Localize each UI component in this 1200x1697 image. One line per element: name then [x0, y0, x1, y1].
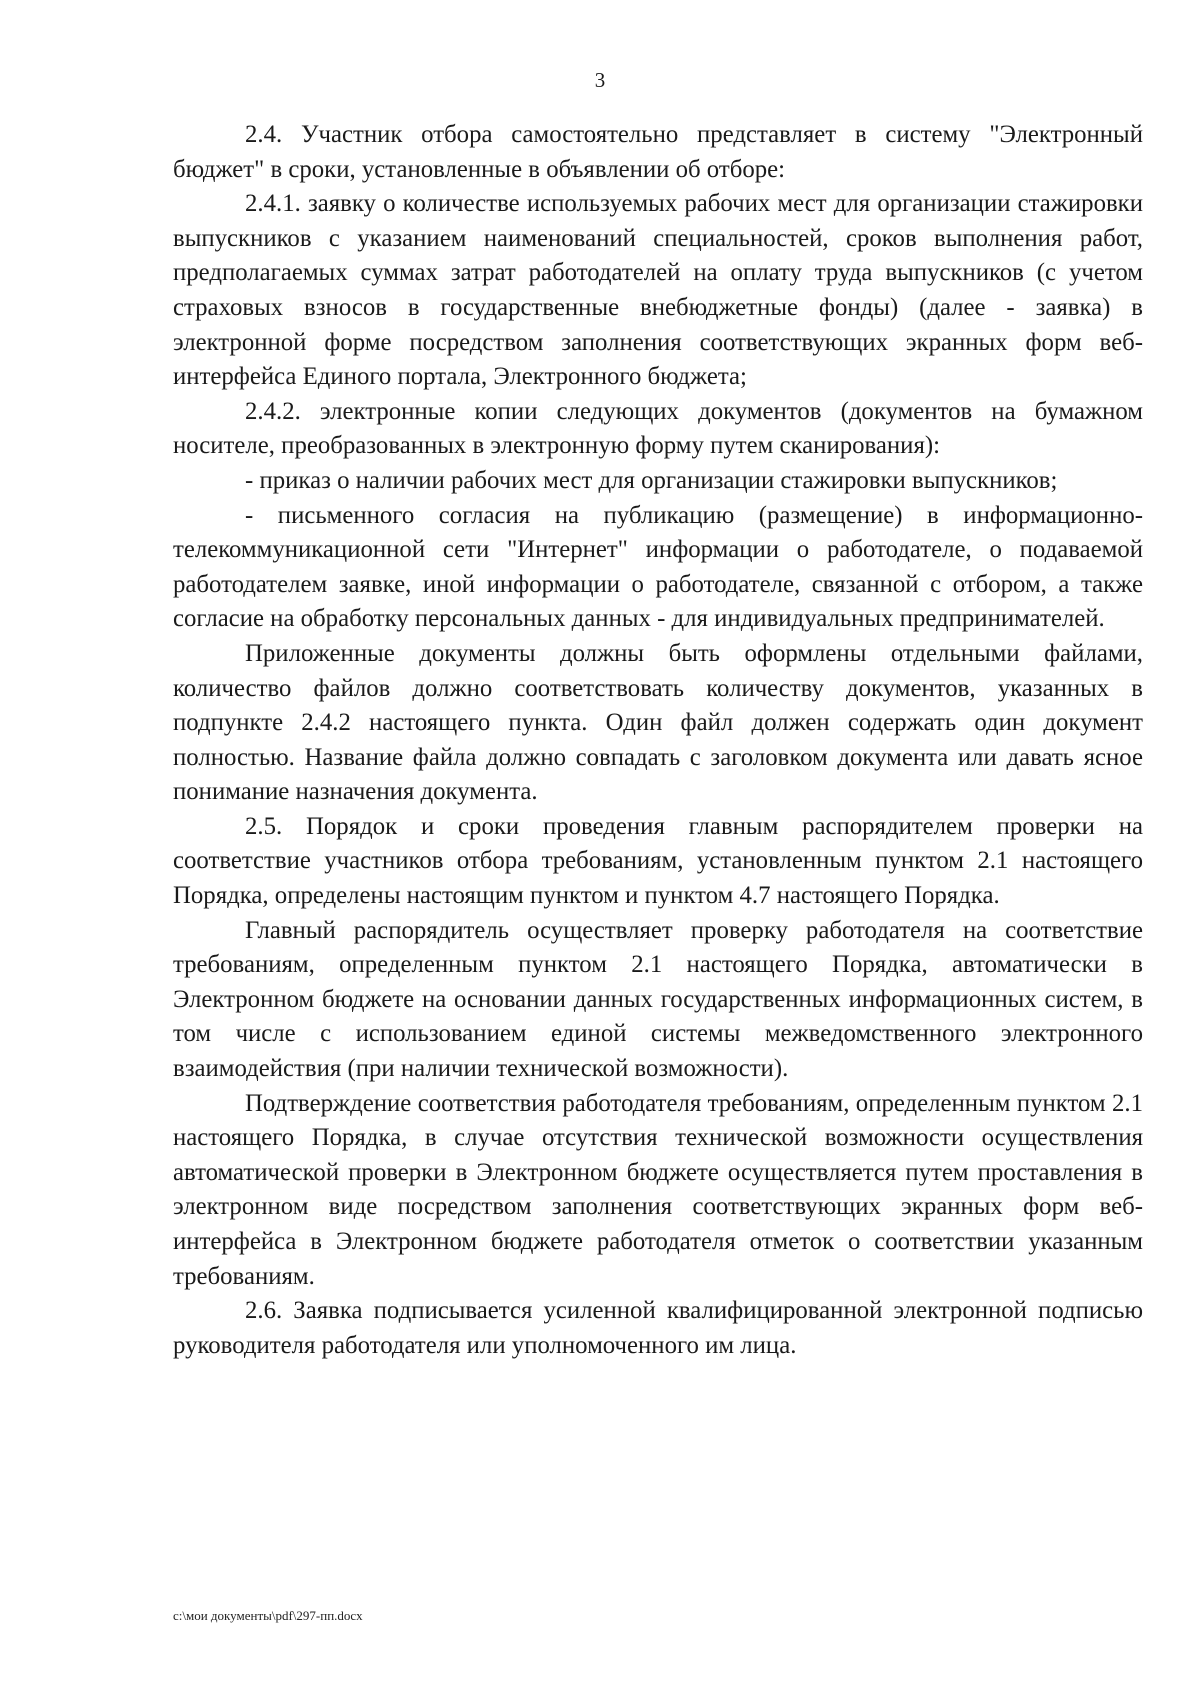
page-number: 3: [594, 68, 606, 92]
document-body: [173, 118, 1143, 1363]
footer-file-path: c:\мои документы\pdf\297-пп.docx: [173, 1608, 363, 1623]
paragraph-2-5: 2.5. Порядок и сроки проведения главным распорядителем проверки на соответствие участников отбора требованиям, установленным пунктом 2.1 настоящего Порядка, определены настоящим пунктом и пунктом 4.7 настоящего Порядка.: [173, 812, 1143, 910]
paragraph-2-4-1: 2.4.1. заявку о количестве используемых рабочих мест для организации стажировки выпускников с указанием наименований специальностей, сроков выполнения работ, предполагаемых суммах затрат работодателей на оплату труда выпускников (с учетом страховых взносов в государственные внебюджетные фонды) (далее - заявка) в электронной форме посредством заполнения соответствующих экранных форм веб-интерфейса Единого портала, Электронного бюджета;: [173, 190, 1143, 391]
list-item-consent: - письменного согласия на публикацию (размещение) в информационно-телекоммуникационной сети "Интернет" информации о работодателе, о подаваемой работодателем заявке, иной информации о работодателе, связанной с отбором, а также согласие на обработку персональных данных - для индивидуальных предпринимателей.: [173, 501, 1143, 633]
paragraph-2-6: 2.6. Заявка подписывается усиленной квалифицированной электронной подписью руководителя работодателя или уполномоченного им лица.: [173, 1297, 1143, 1359]
paragraph-2-4: 2.4. Участник отбора самостоятельно представляет в систему "Электронный бюджет" в сроки, установленные в объявлении об отборе:: [173, 121, 1143, 183]
paragraph-attached-documents: Приложенные документы должны быть оформлены отдельными файлами, количество файлов должно соответствовать количеству документов, указанных в подпункте 2.4.2 настоящего пункта. Один файл должен содержать один документ полностью. Название файла должно совпадать с заголовком документа или давать ясное понимание назначения документа.: [173, 639, 1143, 806]
paragraph-2-4-2: 2.4.2. электронные копии следующих документов (документов на бумажном носителе, преобразованных в электронную форму путем сканирования):: [173, 397, 1143, 460]
list-item-order: - приказ о наличии рабочих мест для организации стажировки выпускников;: [245, 466, 1058, 494]
paragraph-confirmation: Подтверждение соответствия работодателя требованиям, определенным пунктом 2.1 настоящего Порядка, в случае отсутствия технической возможности осуществления автоматической проверки в Электронном бюджете осуществляется путем проставления в электронном виде посредством заполнения соответствующих экранных форм веб-интерфейса в Электронном бюджете работодателя отметок о соответствии указанным требованиям.: [173, 1089, 1143, 1290]
paragraph-main-administrator: Главный распорядитель осуществляет проверку работодателя на соответствие требованиям, определенным пунктом 2.1 настоящего Порядка, автоматически в Электронном бюджете на основании данных государственных информационных систем, в том числе с использованием единой системы межведомственного электронного взаимодействия (при наличии технической возможности).: [173, 916, 1143, 1083]
